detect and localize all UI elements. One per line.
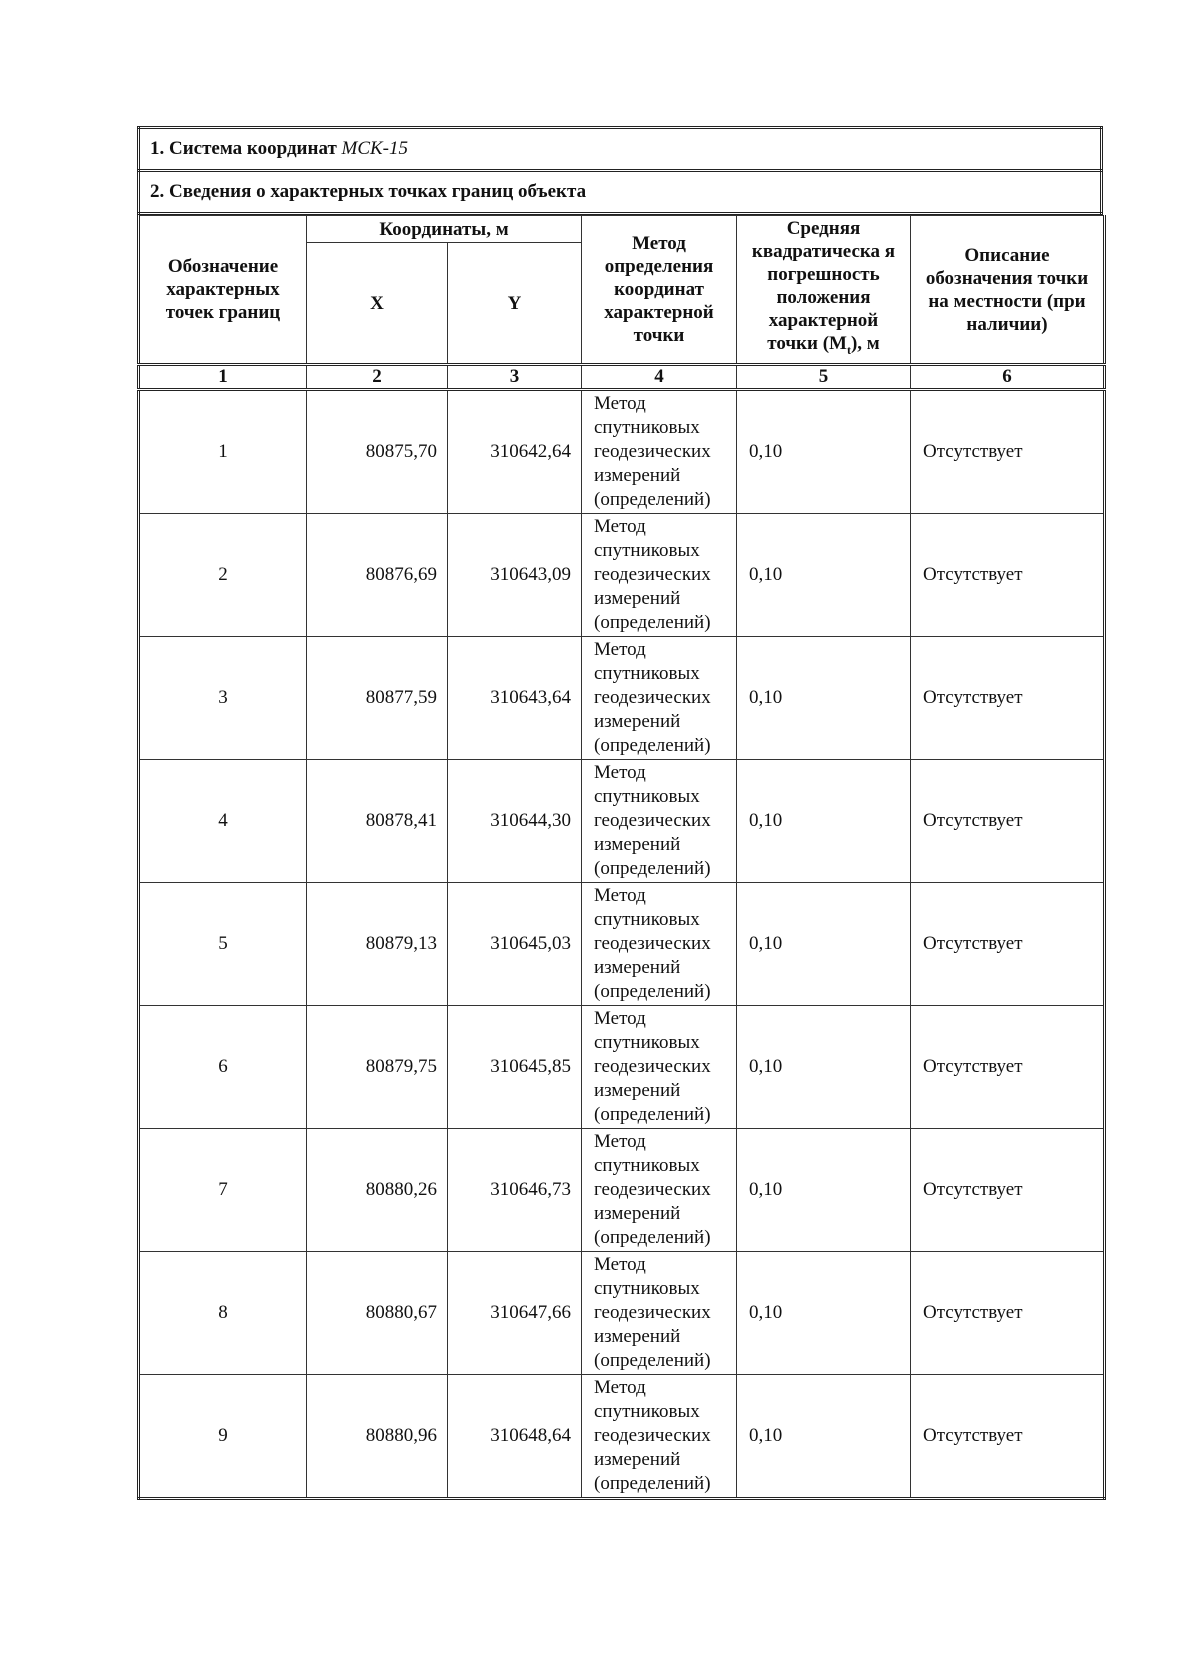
method: Метод спутниковых геодезических измерений (определений) (582, 883, 737, 1006)
error-value: 0,10 (737, 1006, 911, 1129)
header-y: Y (448, 243, 582, 365)
header-error (737, 216, 911, 365)
coord-y: 310643,09 (448, 514, 582, 637)
method: Метод спутниковых геодезических измерений (определений) (582, 1252, 737, 1375)
coord-y: 310644,30 (448, 760, 582, 883)
point-number: 5 (139, 883, 307, 1006)
error-value: 0,10 (737, 883, 911, 1006)
point-number: 3 (139, 637, 307, 760)
method: Метод спутниковых геодезических измерений (определений) (582, 390, 737, 514)
coord-y: 310648,64 (448, 1375, 582, 1499)
coord-y: 310645,03 (448, 883, 582, 1006)
coord-x: 80879,75 (307, 1006, 448, 1129)
column-number: 5 (737, 365, 911, 390)
header-error-subscript: t (846, 342, 851, 357)
method: Метод спутниковых геодезических измерений (определений) (582, 760, 737, 883)
method: Метод спутниковых геодезических измерений (определений) (582, 1006, 737, 1129)
header-error-unit: ), м (850, 333, 880, 355)
section-coordinate-system (139, 128, 1102, 171)
point-description: Отсутствует (911, 1006, 1105, 1129)
error-value: 0,10 (737, 1129, 911, 1252)
coord-x: 80880,26 (307, 1129, 448, 1252)
table-row (139, 883, 1105, 1006)
point-description: Отсутствует (911, 1129, 1105, 1252)
column-number: 6 (911, 365, 1105, 390)
header-method: Метод определения координат характерной точки (582, 216, 737, 365)
header-point: Обозначение характерных точек границ (139, 216, 307, 365)
coord-y: 310645,85 (448, 1006, 582, 1129)
column-number: 2 (307, 365, 448, 390)
error-value: 0,10 (737, 760, 911, 883)
coord-x: 80877,59 (307, 637, 448, 760)
point-description: Отсутствует (911, 390, 1105, 514)
point-description: Отсутствует (911, 1252, 1105, 1375)
coord-y: 310646,73 (448, 1129, 582, 1252)
table-row (139, 514, 1105, 637)
section-boundary-points-label: 2. Сведения о характерных точках границ объекта (150, 181, 587, 202)
column-numbers-row (139, 365, 1105, 390)
coord-x: 80880,67 (307, 1252, 448, 1375)
point-number: 2 (139, 514, 307, 637)
table-row (139, 390, 1105, 514)
coord-x: 80875,70 (307, 390, 448, 514)
table-row (139, 760, 1105, 883)
point-description: Отсутствует (911, 883, 1105, 1006)
column-number: 3 (448, 365, 582, 390)
error-value: 0,10 (737, 390, 911, 514)
coordinate-system-value: МСК-15 (341, 138, 408, 159)
point-number: 6 (139, 1006, 307, 1129)
point-description: Отсутствует (911, 1375, 1105, 1499)
point-description: Отсутствует (911, 760, 1105, 883)
header-error-text: Средняя квадратическа я погрешность положения характерной точки (M (751, 218, 896, 355)
boundary-points-table (137, 215, 1106, 1500)
table-row (139, 1375, 1105, 1499)
header-coords: Координаты, м (307, 216, 582, 243)
coord-x: 80878,41 (307, 760, 448, 883)
column-number: 1 (139, 365, 307, 390)
error-value: 0,10 (737, 1252, 911, 1375)
coord-y: 310642,64 (448, 390, 582, 514)
table-row (139, 637, 1105, 760)
coord-x: 80880,96 (307, 1375, 448, 1499)
section-boundary-points (139, 171, 1102, 214)
header-description: Описание обозначения точки на местности (при наличии) (911, 216, 1105, 365)
column-number: 4 (582, 365, 737, 390)
section-coordinate-system-label: 1. Система координат (150, 138, 337, 159)
coord-x: 80876,69 (307, 514, 448, 637)
table-row (139, 1006, 1105, 1129)
error-value: 0,10 (737, 637, 911, 760)
point-number: 1 (139, 390, 307, 514)
point-number: 9 (139, 1375, 307, 1499)
point-description: Отсутствует (911, 637, 1105, 760)
table-row (139, 1252, 1105, 1375)
method: Метод спутниковых геодезических измерений (определений) (582, 1129, 737, 1252)
error-value: 0,10 (737, 514, 911, 637)
header-section-table (137, 126, 1103, 215)
coord-y: 310647,66 (448, 1252, 582, 1375)
method: Метод спутниковых геодезических измерений (определений) (582, 1375, 737, 1499)
point-number: 8 (139, 1252, 307, 1375)
coord-x: 80879,13 (307, 883, 448, 1006)
document-page (137, 126, 1103, 1500)
header-x: X (307, 243, 448, 365)
point-number: 4 (139, 760, 307, 883)
table-row (139, 1129, 1105, 1252)
error-value: 0,10 (737, 1375, 911, 1499)
point-description: Отсутствует (911, 514, 1105, 637)
point-number: 7 (139, 1129, 307, 1252)
method: Метод спутниковых геодезических измерений (определений) (582, 514, 737, 637)
method: Метод спутниковых геодезических измерений (определений) (582, 637, 737, 760)
coord-y: 310643,64 (448, 637, 582, 760)
